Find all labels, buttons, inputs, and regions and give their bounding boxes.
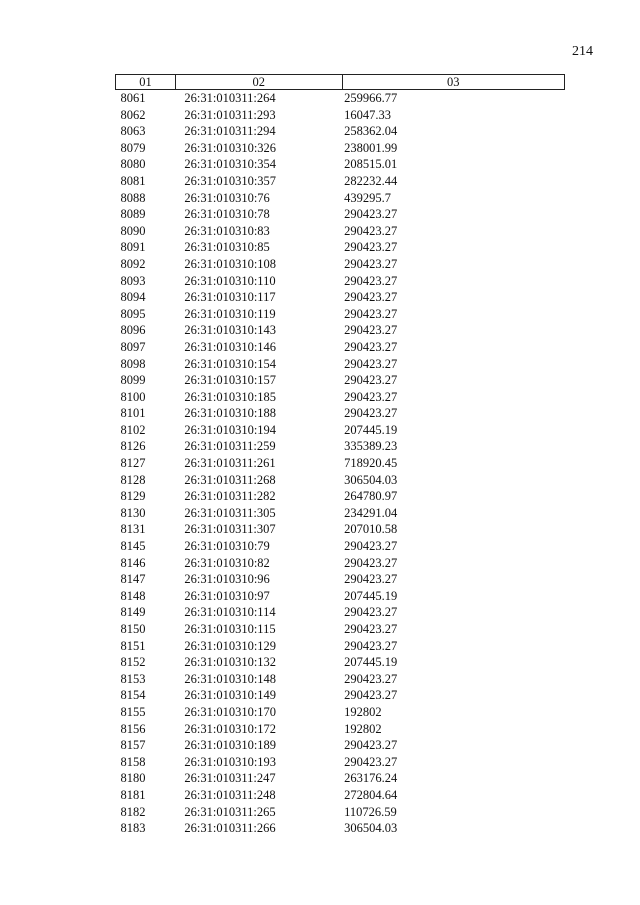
table-cell-02: 26:31:010310:157 [184,373,277,388]
table-cell-02: 26:31:010310:79 [184,539,270,554]
table-cell-01: 8130 [120,505,146,520]
table-cell-01: 8089 [120,207,146,222]
table-row [116,770,565,787]
table-cell-01: 8092 [120,256,146,271]
table-cell-03: 290423.27 [344,256,398,271]
table-cell-01: 8129 [120,489,146,504]
table-cell-03: 110726.59 [344,804,397,819]
table-cell-02: 26:31:010310:129 [184,638,277,653]
table-cell-02: 26:31:010311:293 [184,107,276,122]
table-cell-03: 290423.27 [344,555,398,570]
table-cell-03: 335389.23 [344,439,398,454]
table-cell-03: 290423.27 [344,240,398,255]
table-cell-03: 290423.27 [344,738,398,753]
table-cell-02: 26:31:010311:247 [184,771,276,786]
table-cell-01: 8158 [120,754,146,769]
table-cell-03: 290423.27 [344,572,398,587]
table-cell-03: 207445.19 [344,422,398,437]
table-cell-01: 8101 [120,406,146,421]
table-cell-02: 26:31:010310:185 [184,389,277,404]
table-cell-03: 290423.27 [344,290,398,305]
table-cell-03: 718920.45 [344,456,398,471]
table-cell-02: 26:31:010310:189 [184,738,277,753]
column-header-02: 02 [175,75,342,90]
table-cell-02: 26:31:010310:78 [184,207,270,222]
table-cell-01: 8131 [120,522,146,537]
table-cell-02: 26:31:010311:264 [184,91,276,105]
table-row [116,538,565,555]
table-cell-03: 290423.27 [344,323,398,338]
table-cell-01: 8094 [120,290,146,305]
table-row [116,704,565,721]
table-cell-01: 8150 [120,622,146,636]
table-cell-01: 8154 [120,688,146,703]
table-row [116,223,565,240]
table-row [116,488,565,505]
table-cell-03: 282232.44 [344,173,398,188]
table-cell-01: 8153 [120,671,146,686]
table-row [116,123,565,140]
table-cell-01: 8061 [120,91,146,105]
table-cell-02: 26:31:010310:194 [184,422,277,437]
table-cell-03: 290423.27 [344,306,398,321]
table-cell-02: 26:31:010310:326 [184,140,277,155]
table-cell-01: 8182 [120,804,146,819]
table-row [116,372,565,389]
table-cell-01: 8099 [120,373,146,388]
column-header-03: 03 [342,75,564,90]
table-row [116,273,565,290]
table-cell-01: 8093 [120,273,146,288]
table-row [116,604,565,621]
table-cell-02: 26:31:010310:172 [184,721,277,736]
table-cell-02: 26:31:010311:265 [184,804,276,819]
table-cell-01: 8145 [120,539,146,554]
table-cell-01: 8147 [120,572,146,587]
table-row [116,638,565,655]
table-cell-03: 264780.97 [344,489,398,504]
table-row [116,505,565,522]
table-cell-01: 8096 [120,323,146,338]
table-row [116,140,565,157]
table-cell-03: 439295.7 [344,190,391,205]
table-row [116,405,565,422]
table-cell-02: 26:31:010310:188 [184,406,277,421]
data-table [115,74,565,837]
table-cell-01: 8156 [120,721,146,736]
table-cell-03: 290423.27 [344,207,398,222]
table-cell-01: 8183 [120,821,146,836]
table-cell-01: 8098 [120,356,146,371]
table-cell-02: 26:31:010310:76 [184,190,270,205]
table-cell-01: 8090 [120,223,146,238]
table-cell-01: 8091 [120,240,146,255]
table-row [116,571,565,588]
table-cell-03: 192802 [344,721,382,736]
table-cell-02: 26:31:010310:85 [184,240,270,255]
table-cell-03: 290423.27 [344,356,398,371]
table-cell-02: 26:31:010311:282 [184,489,276,504]
table-cell-01: 8088 [120,190,146,205]
table-cell-02: 26:31:010310:108 [184,256,277,271]
table-cell-02: 26:31:010310:117 [184,290,276,305]
table-row [116,472,565,489]
table-row [116,555,565,572]
table-cell-02: 26:31:010310:83 [184,223,270,238]
table-cell-03: 290423.27 [344,373,398,388]
table-cell-03: 238001.99 [344,140,398,155]
table-cell-03: 290423.27 [344,539,398,554]
table-cell-03: 290423.27 [344,339,398,354]
table-cell-02: 26:31:010310:149 [184,688,277,703]
table-row [116,90,565,107]
table-cell-03: 290423.27 [344,406,398,421]
table-body [116,90,565,837]
table-cell-01: 8102 [120,422,146,437]
table-cell-02: 26:31:010311:305 [184,505,276,520]
table-row [116,621,565,638]
table-cell-02: 26:31:010310:82 [184,555,270,570]
page-number: 214 [572,44,593,59]
table-cell-01: 8127 [120,456,146,471]
table-cell-03: 192802 [344,704,382,719]
table-cell-02: 26:31:010310:115 [184,622,276,636]
table-cell-01: 8181 [120,787,146,802]
table-row [116,422,565,439]
table-cell-03: 16047.33 [344,107,391,122]
table-cell-01: 8148 [120,588,146,603]
table-cell-03: 290423.27 [344,754,398,769]
table-cell-01: 8180 [120,771,146,786]
table-cell-01: 8062 [120,107,146,122]
table-cell-03: 258362.04 [344,124,398,139]
table-cell-02: 26:31:010311:266 [184,821,276,836]
table-cell-03: 207445.19 [344,655,398,670]
table-cell-02: 26:31:010310:143 [184,323,277,338]
table-cell-01: 8097 [120,339,146,354]
table-row [116,687,565,704]
table-cell-02: 26:31:010310:97 [184,588,270,603]
table-cell-02: 26:31:010311:248 [184,787,276,802]
table-cell-01: 8100 [120,389,146,404]
table-row [116,256,565,273]
table-cell-01: 8126 [120,439,146,454]
table-cell-01: 8152 [120,655,146,670]
table-cell-02: 26:31:010311:294 [184,124,276,139]
table-cell-03: 290423.27 [344,389,398,404]
table-header [116,75,565,90]
table-cell-03: 290423.27 [344,638,398,653]
table-row [116,754,565,771]
table-cell-01: 8080 [120,157,146,172]
table-cell-01: 8095 [120,306,146,321]
table-cell-01: 8079 [120,140,146,155]
table-row [116,156,565,173]
table-row [116,173,565,190]
table-row [116,107,565,124]
table-row [116,804,565,821]
table-cell-01: 8151 [120,638,146,653]
table-cell-02: 26:31:010310:148 [184,671,277,686]
table-cell-01: 8146 [120,555,146,570]
table-cell-02: 26:31:010310:119 [184,306,276,321]
table-cell-01: 8128 [120,472,146,487]
table-cell-03: 290423.27 [344,273,398,288]
table-cell-01: 8063 [120,124,146,139]
table-cell-03: 259966.77 [344,91,398,105]
table-row [116,455,565,472]
table-cell-02: 26:31:010310:96 [184,572,270,587]
table-cell-02: 26:31:010311:259 [184,439,276,454]
table-cell-03: 290423.27 [344,605,398,620]
table-row [116,239,565,256]
table-row [116,671,565,688]
table-row [116,289,565,306]
table-row [116,206,565,223]
table-row [116,339,565,356]
table-cell-01: 8155 [120,704,146,719]
table-cell-03: 290423.27 [344,223,398,238]
table-cell-03: 290423.27 [344,622,398,636]
table-row [116,438,565,455]
table-cell-02: 26:31:010310:193 [184,754,277,769]
table-cell-01: 8149 [120,605,146,620]
table-cell-02: 26:31:010310:146 [184,339,277,354]
table-cell-02: 26:31:010311:307 [184,522,276,537]
table-row [116,588,565,605]
table-cell-01: 8081 [120,173,146,188]
table-cell-03: 207010.58 [344,522,398,537]
column-header-01: 01 [116,75,176,90]
table-cell-03: 306504.03 [344,472,398,487]
table-row [116,654,565,671]
table-cell-03: 290423.27 [344,671,398,686]
table-row [116,787,565,804]
table-cell-03: 263176.24 [344,771,398,786]
table-row [116,322,565,339]
table-cell-03: 306504.03 [344,821,398,836]
table-row [116,306,565,323]
table-cell-02: 26:31:010311:261 [184,456,276,471]
table-cell-01: 8157 [120,738,146,753]
table-row [116,190,565,207]
table-cell-02: 26:31:010310:114 [184,605,276,620]
table-row [116,721,565,738]
table-cell-02: 26:31:010310:170 [184,704,277,719]
table-cell-03: 290423.27 [344,688,398,703]
table-row [116,389,565,406]
table-cell-02: 26:31:010310:132 [184,655,277,670]
table-cell-02: 26:31:010310:154 [184,356,277,371]
table-cell-02: 26:31:010310:357 [184,173,277,188]
table-cell-03: 208515.01 [344,157,398,172]
table-row [116,820,565,837]
table-cell-03: 272804.64 [344,787,398,802]
table-row [116,521,565,538]
table-row [116,737,565,754]
table-cell-02: 26:31:010310:354 [184,157,277,172]
table-cell-03: 234291.04 [344,505,398,520]
table-cell-03: 207445.19 [344,588,398,603]
table-row [116,356,565,373]
table-cell-02: 26:31:010310:110 [184,273,276,288]
table-cell-02: 26:31:010311:268 [184,472,276,487]
